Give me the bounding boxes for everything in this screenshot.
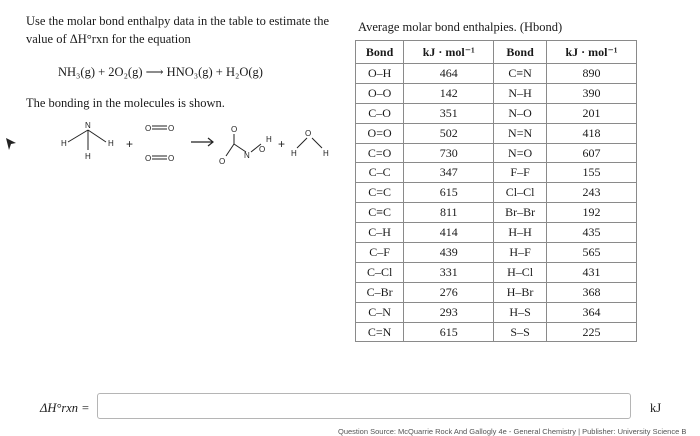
bond-cell: C–Cl (356, 262, 404, 282)
table-row (356, 223, 637, 243)
svg-text:+: + (278, 137, 286, 151)
enthalpy-cell: 615 (404, 322, 494, 342)
bond-cell: N=N (494, 123, 547, 143)
bond-cell: C=N (356, 322, 404, 342)
bond-cell: H–H (494, 223, 547, 243)
molecule-structures (48, 114, 348, 184)
enthalpy-cell: 243 (546, 183, 636, 203)
mouse-cursor-icon (6, 138, 16, 150)
bond-cell: S–S (494, 322, 547, 342)
enthalpy-cell: 225 (546, 322, 636, 342)
bond-cell: C≡C (356, 203, 404, 223)
table-row (356, 282, 637, 302)
table-row (356, 203, 637, 223)
table-row (356, 143, 637, 163)
enthalpy-cell: 142 (404, 83, 494, 103)
enthalpy-cell: 347 (404, 163, 494, 183)
bond-cell: C=O (356, 143, 404, 163)
svg-text:H: H (85, 152, 91, 161)
bond-cell: O=O (356, 123, 404, 143)
source-citation: Question Source: McQuarrie Rock And Gallogly 4e - General Chemistry | Publisher: University Science B (338, 427, 687, 436)
table-row (356, 243, 637, 263)
enthalpy-cell: 293 (404, 302, 494, 322)
enthalpy-cell: 607 (546, 143, 636, 163)
header-energy-2: kJ · mol⁻¹ (546, 41, 636, 64)
bond-cell: O–H (356, 64, 404, 84)
table-row (356, 64, 637, 84)
svg-text:O: O (259, 145, 266, 154)
table-row (356, 103, 637, 123)
bond-cell: H–S (494, 302, 547, 322)
header-bond-2: Bond (494, 41, 547, 64)
header-energy-1: kJ · mol⁻¹ (404, 41, 494, 64)
bond-cell: N=O (494, 143, 547, 163)
enthalpy-cell: 502 (404, 123, 494, 143)
answer-unit: kJ (650, 401, 662, 415)
svg-text:O: O (168, 154, 175, 163)
bond-cell: H–F (494, 243, 547, 263)
bond-cell: C–N (356, 302, 404, 322)
bond-cell: C–Br (356, 282, 404, 302)
svg-text:N: N (85, 121, 91, 130)
oxygen-structures (152, 126, 167, 159)
bonding-note: The bonding in the molecules is shown. (26, 96, 225, 110)
bond-cell: C≡N (494, 64, 547, 84)
bond-cell: N–H (494, 83, 547, 103)
svg-text:O: O (219, 157, 226, 166)
bond-enthalpy-table (355, 40, 637, 342)
svg-text:O: O (168, 124, 175, 133)
enthalpy-cell: 565 (546, 243, 636, 263)
table-row (356, 183, 637, 203)
enthalpy-cell: 418 (546, 123, 636, 143)
enthalpy-cell: 331 (404, 262, 494, 282)
svg-text:O: O (145, 154, 152, 163)
svg-text:H: H (291, 149, 297, 158)
table-row (356, 163, 637, 183)
header-bond-1: Bond (356, 41, 404, 64)
svg-text:O: O (231, 125, 238, 134)
bond-cell: C–O (356, 103, 404, 123)
enthalpy-cell: 414 (404, 223, 494, 243)
svg-text:N: N (244, 151, 250, 160)
enthalpy-cell: 811 (404, 203, 494, 223)
reaction-equation: NH₃(g) + 2O₂(g) ⟶ HNO₃(g) + H₂O(g) (58, 65, 263, 79)
bond-cell: Cl–Cl (494, 183, 547, 203)
bond-cell: C–H (356, 223, 404, 243)
table-row (356, 83, 637, 103)
table-row (356, 322, 637, 342)
bond-cell: N–O (494, 103, 547, 123)
svg-text:H: H (323, 149, 329, 158)
table-row (356, 302, 637, 322)
svg-text:H: H (266, 135, 272, 144)
enthalpy-cell: 435 (546, 223, 636, 243)
enthalpy-cell: 464 (404, 64, 494, 84)
svg-text:+: + (126, 137, 134, 151)
svg-text:O: O (145, 124, 152, 133)
table-row (356, 262, 637, 282)
enthalpy-cell: 276 (404, 282, 494, 302)
enthalpy-cell: 890 (546, 64, 636, 84)
svg-text:H: H (108, 139, 114, 148)
table-row (356, 123, 637, 143)
question-prompt: Use the molar bond enthalpy data in the table to estimate the value of ΔH°rxn for the equation (26, 14, 330, 46)
bond-cell: C=C (356, 183, 404, 203)
bond-cell: O–O (356, 83, 404, 103)
bond-cell: F–F (494, 163, 547, 183)
enthalpy-cell: 390 (546, 83, 636, 103)
table-caption: Average molar bond enthalpies. (Hbond) (358, 20, 563, 34)
ammonia-structure (68, 130, 106, 150)
enthalpy-cell: 201 (546, 103, 636, 123)
svg-text:O: O (305, 129, 312, 138)
enthalpy-cell: 368 (546, 282, 636, 302)
enthalpy-cell: 364 (546, 302, 636, 322)
bond-cell: C–C (356, 163, 404, 183)
bond-cell: H–Br (494, 282, 547, 302)
enthalpy-cell: 192 (546, 203, 636, 223)
answer-input[interactable] (97, 393, 631, 419)
bond-cell: C–F (356, 243, 404, 263)
enthalpy-cell: 431 (546, 262, 636, 282)
answer-label: ΔH°rxn = (40, 401, 90, 415)
enthalpy-cell: 351 (404, 103, 494, 123)
bond-cell: H–Cl (494, 262, 547, 282)
bond-cell: Br–Br (494, 203, 547, 223)
enthalpy-cell: 615 (404, 183, 494, 203)
reaction-arrow (191, 138, 213, 146)
water-structure (297, 138, 322, 148)
enthalpy-cell: 730 (404, 143, 494, 163)
enthalpy-cell: 439 (404, 243, 494, 263)
table-header-row (356, 41, 637, 64)
enthalpy-cell: 155 (546, 163, 636, 183)
svg-text:H: H (61, 139, 67, 148)
